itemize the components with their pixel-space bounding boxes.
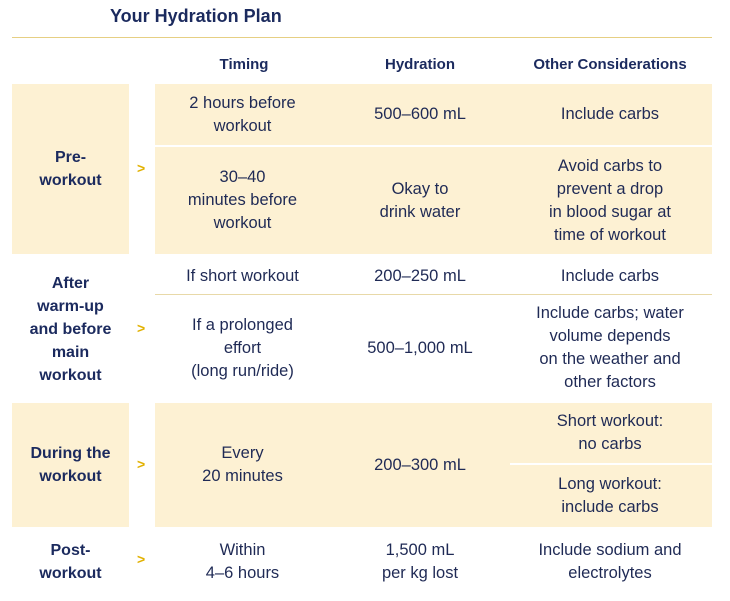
cell-other: Long workout: include carbs <box>558 475 662 516</box>
chevron-right-icon: > <box>137 320 146 336</box>
header-timing: Timing <box>219 56 269 73</box>
cell-timing: If short workout <box>186 266 299 285</box>
chevron-right-icon: > <box>137 456 146 472</box>
row-label-after-warm-up: After warm-up and before main workout <box>29 275 112 384</box>
cell-hydration: 500–1,000 mL <box>367 338 473 357</box>
cell-hydration: 1,500 mL per kg lost <box>381 541 459 582</box>
cell-timing: 2 hours before workout <box>189 93 296 135</box>
cell-hydration: 500–600 mL <box>374 105 466 123</box>
row-label-during-workout: During the workout <box>30 445 111 485</box>
cell-timing: If a prolonged effort (long run/ride) <box>191 315 294 380</box>
cell-hydration: 200–300 mL <box>374 455 466 474</box>
cell-other: Include carbs <box>560 105 660 123</box>
cell-other: Short workout: no carbs <box>556 412 664 453</box>
cell-other: Include carbs; water volume depends on the weather and other factors <box>536 304 684 391</box>
chevron-right-icon: > <box>137 160 146 176</box>
cell-other: Include sodium and electrolytes <box>538 541 682 582</box>
row-label-pre-workout: Pre- workout <box>39 149 102 189</box>
header-other: Other Considerations <box>533 56 687 73</box>
cell-timing: Within 4–6 hours <box>205 541 280 582</box>
chevron-right-icon: > <box>137 551 146 567</box>
cell-hydration: 200–250 mL <box>374 266 466 285</box>
row-label-post-workout: Post- workout <box>39 542 102 582</box>
cell-other: Avoid carbs to prevent a drop in blood sugar at time of workout <box>548 156 671 244</box>
cell-other: Include carbs <box>560 266 660 285</box>
cell-timing: 30–40 minutes before workout <box>187 168 298 232</box>
title-rule <box>12 37 712 38</box>
header-hydration: Hydration <box>384 56 455 73</box>
cell-hydration: Okay to drink water <box>379 179 461 221</box>
cell-timing: Every 20 minutes <box>202 444 283 485</box>
table-title: Your Hydration Plan <box>110 6 282 26</box>
